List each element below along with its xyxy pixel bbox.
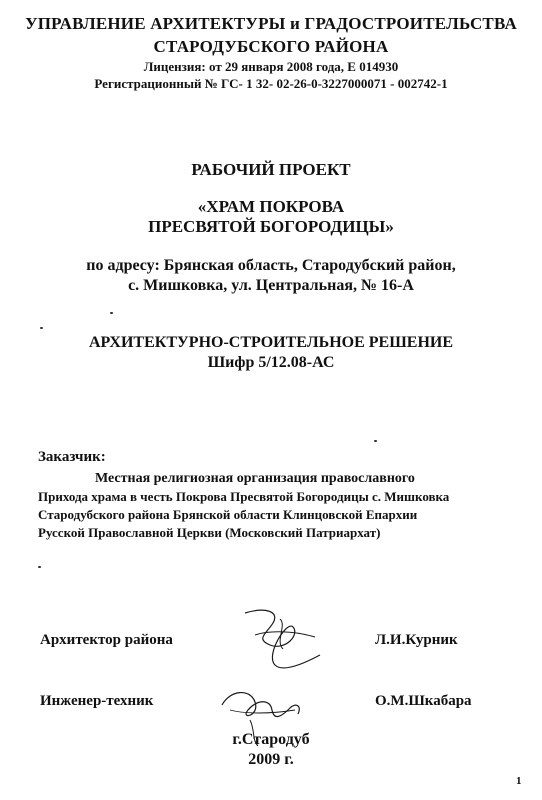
registration-line: Регистрационный № ГС- 1 32- 02-26-0-3227000071 - 002742-1 xyxy=(94,76,448,91)
engineer-name: О.М.Шкабара xyxy=(375,693,472,709)
organization-district: СТАРОДУБСКОГО РАЙОНА xyxy=(153,37,389,56)
scan-speck xyxy=(110,312,113,314)
architect-signature xyxy=(225,605,335,680)
project-code: Шифр 5/12.08-АС xyxy=(207,354,335,371)
project-kind: РАБОЧИЙ ПРОЕКТ xyxy=(191,160,351,179)
organization-title: УПРАВЛЕНИЕ АРХИТЕКТУРЫ и ГРАДОСТРОИТЕЛЬСТВА xyxy=(25,14,517,33)
section-title: АРХИТЕКТУРНО-СТРОИТЕЛЬНОЕ РЕШЕНИЕ xyxy=(88,334,454,351)
project-title-line1: «ХРАМ ПОКРОВА xyxy=(197,197,345,216)
address-line2: с. Мишковка, ул. Центральная, № 16-А xyxy=(128,277,414,294)
project-title-line2: ПРЕСВЯТОЙ БОГОРОДИЦЫ» xyxy=(148,217,394,236)
architect-name: Л.И.Курник xyxy=(375,632,458,648)
scan-speck xyxy=(40,327,43,329)
customer-line4: Русской Православной Церкви (Московский Патриархат) xyxy=(38,525,381,540)
city: г.Стародуб xyxy=(232,731,310,748)
customer-label: Заказчик: xyxy=(38,449,106,465)
address-line1: по адресу: Брянская область, Стародубский район, xyxy=(86,257,456,274)
customer-line2: Прихода храма в честь Покрова Пресвятой Богородицы с. Мишковка xyxy=(38,489,450,504)
license-line: Лицензия: от 29 января 2008 года, Е 014930 xyxy=(143,59,399,74)
year: 2009 г. xyxy=(248,751,294,768)
scan-speck xyxy=(374,440,377,442)
customer-line1: Местная религиозная организация православного xyxy=(95,471,415,486)
customer-line3: Стародубского района Брянской области Клинцовской Епархии xyxy=(38,507,418,522)
engineer-role: Инженер-техник xyxy=(40,693,154,709)
page-number: 1 xyxy=(516,775,522,787)
scan-speck xyxy=(38,566,41,568)
architect-role: Архитектор района xyxy=(40,632,173,648)
